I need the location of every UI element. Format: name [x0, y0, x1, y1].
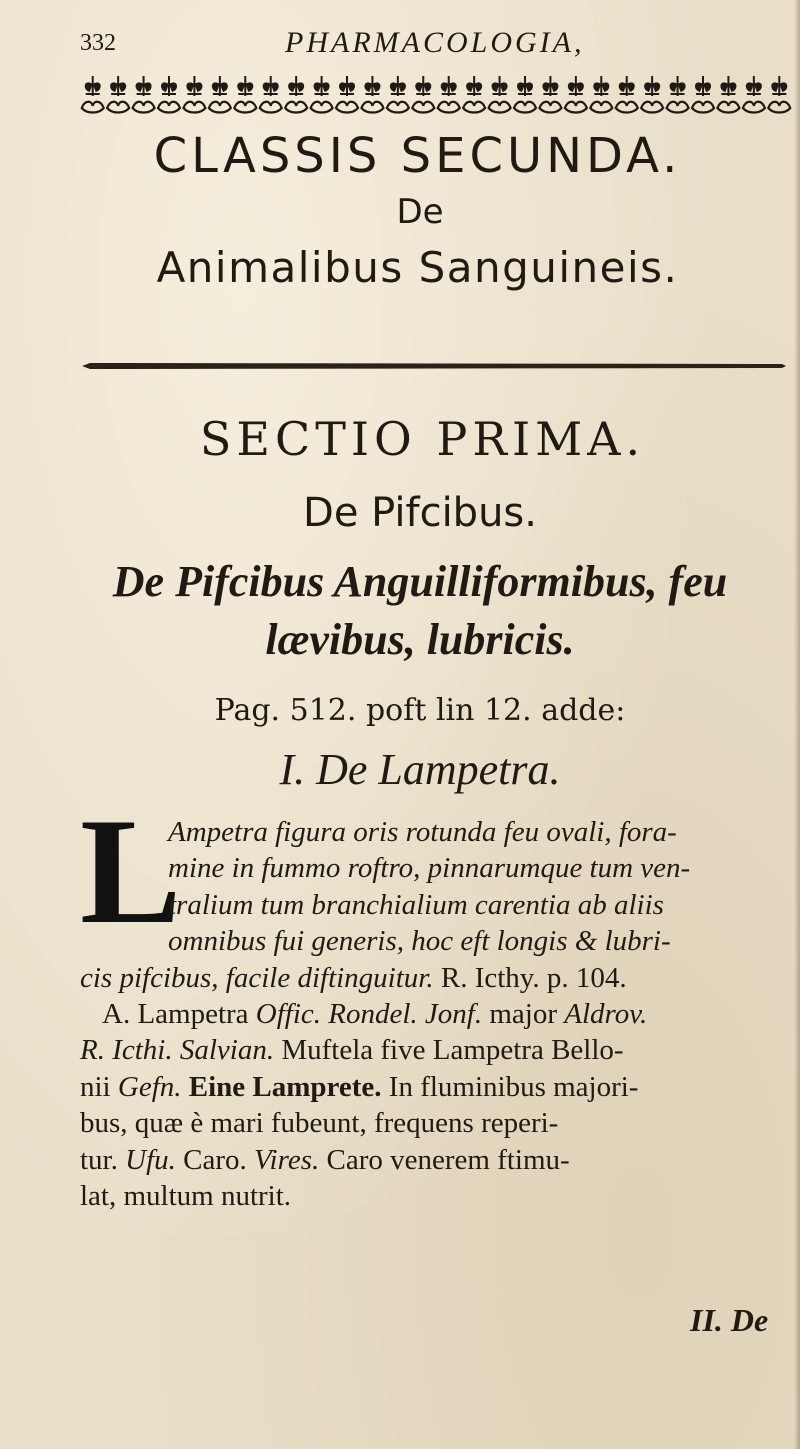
- fleuron-icon: [590, 76, 612, 113]
- body-line: [168, 814, 677, 850]
- fleuron-icon: [514, 76, 536, 113]
- section-subtitle: De Pifcibus.: [303, 490, 537, 536]
- fleuron-border-graphic: [80, 72, 792, 118]
- fleuron-icon: [107, 76, 129, 113]
- running-head: [80, 22, 720, 62]
- fleuron-icon: [209, 76, 231, 113]
- class-heading: CLASSIS SECUNDA.: [153, 128, 682, 184]
- section-italic-heading-line-2: lævibus, lubricis.: [265, 615, 575, 664]
- page-number: 332: [80, 30, 116, 56]
- body-text-run: cis pifcibus, facile diftinguitur.: [80, 961, 441, 994]
- fleuron-icon: [336, 76, 358, 113]
- body-text-run: tur.: [80, 1143, 126, 1176]
- body-line: [80, 1142, 570, 1178]
- fleuron-icon: [438, 76, 460, 113]
- class-de: De: [396, 192, 444, 232]
- body-text-run: R. Icthy. p. 104.: [440, 961, 627, 994]
- body-line: [80, 1178, 291, 1214]
- class-subject: Animalibus Sanguineis.: [156, 243, 679, 292]
- fleuron-icon: [234, 76, 256, 113]
- fleuron-icon: [616, 76, 638, 113]
- fleuron-icon: [489, 76, 511, 113]
- body-line: [168, 887, 664, 923]
- section-italic-heading-line-1: De Pifcibus Anguilliformibus, feu: [112, 557, 728, 606]
- page-edge-shadow: [794, 0, 800, 1449]
- fleuron-icon: [565, 76, 587, 113]
- body-text-run: Ufu.: [125, 1143, 176, 1176]
- body-text-run: lat, multum nutrit.: [80, 1180, 292, 1212]
- fleuron-icon: [285, 76, 307, 113]
- fleuron-icon: [667, 76, 689, 113]
- fleuron-icon: [387, 76, 409, 113]
- fleuron-icon: [717, 76, 739, 113]
- body-line: [102, 996, 647, 1032]
- fleuron-icon: [641, 76, 663, 113]
- body-text-run: R. Icthi. Salvian.: [80, 1034, 275, 1067]
- body-text-run: Vires.: [254, 1143, 320, 1176]
- body-line: [80, 1032, 624, 1068]
- fleuron-icon: [692, 76, 714, 113]
- body-text-run: In fluminibus majori-: [381, 1070, 639, 1103]
- body-line: [168, 850, 690, 886]
- body-line: [80, 960, 627, 996]
- body-text-run: A. Lampetra: [102, 998, 256, 1030]
- body-text-run: Gefn.: [117, 1070, 182, 1103]
- body-text-run: nii: [80, 1070, 118, 1103]
- section-title: SECTIO PRIMA.: [199, 412, 646, 466]
- body-text-run: bus, quæ è mari fubeunt, frequens reperi-: [80, 1107, 559, 1140]
- fleuron-icon: [743, 76, 765, 113]
- fleuron-icon: [463, 76, 485, 113]
- body-text-run: Caro venerem ftimu-: [319, 1143, 570, 1176]
- body-text-run: Offic. Rondel. Jonf.: [255, 998, 483, 1030]
- body-text-run: Eine Lamprete.: [181, 1070, 382, 1103]
- body-text-run: Ampetra figura oris rotunda feu ovali, fora-: [168, 816, 677, 848]
- fleuron-icon: [311, 76, 333, 113]
- fleuron-border: [80, 72, 792, 118]
- fleuron-icon: [539, 76, 561, 113]
- body-line: [80, 1069, 638, 1105]
- fleuron-icon: [133, 76, 155, 113]
- fleuron-icon: [183, 76, 205, 113]
- fleuron-icon: [260, 76, 282, 113]
- fleuron-icon: [158, 76, 180, 113]
- drop-cap: L: [80, 787, 182, 955]
- body-text-run: omnibus fui generis, hoc eft longis & lubri-: [168, 925, 671, 958]
- section-rule: [82, 360, 786, 372]
- fleuron-icon: [82, 76, 104, 113]
- page-reference: Pag. 512. poft lin 12. adde:: [214, 693, 626, 728]
- body-text-run: tralium tum branchialium carentia ab aliis: [168, 888, 664, 921]
- body-text-run: Aldrov.: [564, 998, 648, 1030]
- body-line: [168, 923, 671, 959]
- catchword: II. De: [690, 1302, 769, 1338]
- body-line: [80, 1105, 558, 1141]
- fleuron-icon: [412, 76, 434, 113]
- body-text-run: major: [482, 998, 565, 1030]
- body-text-run: mine in fummo roftro, pinnarumque tum ven-: [168, 852, 691, 885]
- running-title: PHARMACOLOGIA,: [285, 26, 585, 59]
- body-text-run: Muftela five Lampetra Bello-: [274, 1034, 624, 1067]
- body-text-run: Caro.: [175, 1143, 254, 1176]
- fleuron-icon: [768, 76, 790, 113]
- fleuron-icon: [361, 76, 383, 113]
- item-heading: I. De Lampetra.: [279, 745, 561, 794]
